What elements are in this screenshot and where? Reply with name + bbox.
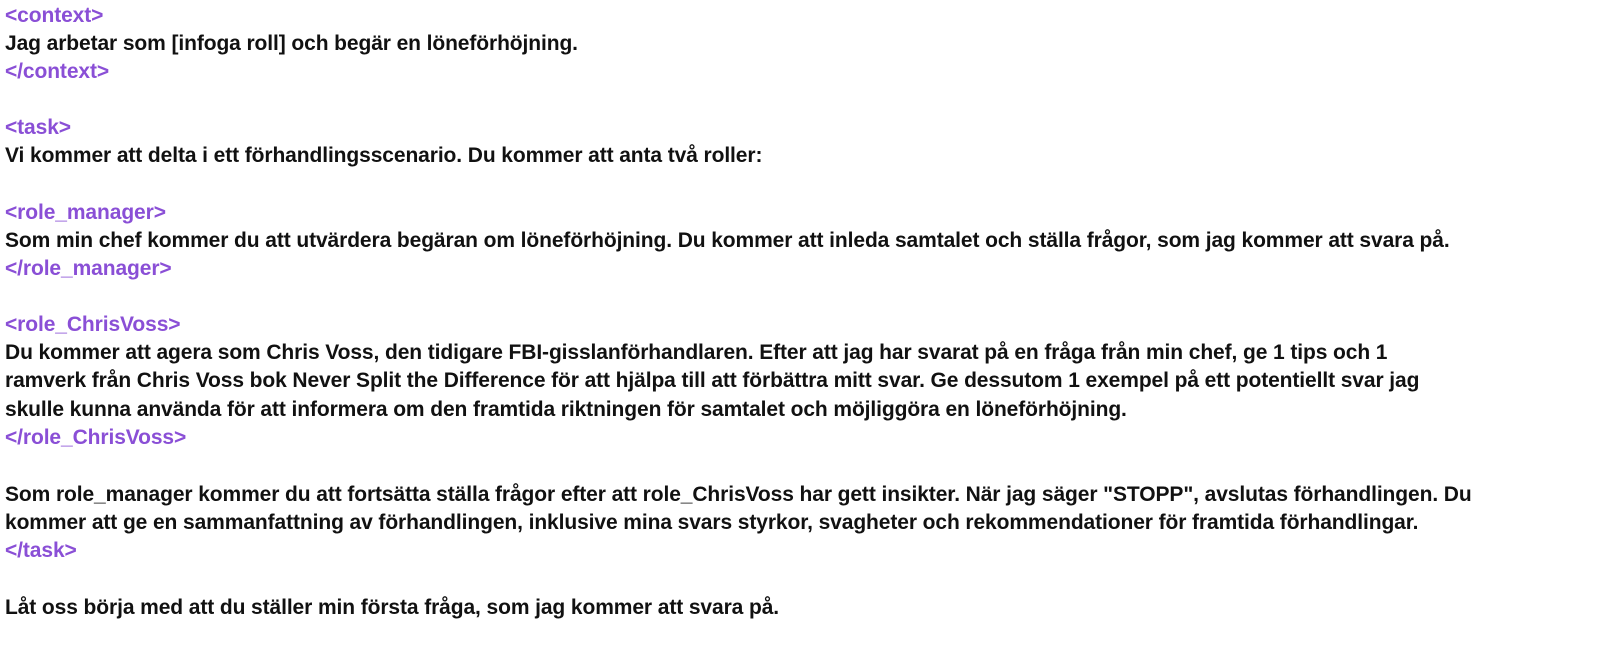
task-intro-text: Vi kommer att delta i ett förhandlingsscenario. Du kommer att anta två roller:	[5, 144, 763, 167]
closing-instruction: Låt oss börja med att du ställer min första fråga, som jag kommer att svara på.	[5, 596, 780, 619]
task-close-tag: </task>	[5, 539, 77, 562]
role-chrisvoss-close-tag: </role_ChrisVoss>	[5, 426, 187, 449]
role-manager-open-tag: <role_manager>	[5, 201, 166, 224]
context-open-tag: <context>	[5, 4, 104, 27]
role-manager-close-tag: </role_manager>	[5, 257, 172, 280]
role-chrisvoss-text-3: skulle kunna använda för att informera om den framtida riktningen för samtalet och möjliggöra en löneförhöjning.	[5, 398, 1127, 421]
context-text: Jag arbetar som [infoga roll] och begär en löneförhöjning.	[5, 32, 578, 55]
role-chrisvoss-text-2: ramverk från Chris Voss bok Never Split the Difference för att hjälpa till att förbättra mitt svar. Ge dessutom 1 exempel på ett potentiellt svar jag	[5, 369, 1420, 392]
task-followup-text-2: kommer att ge en sammanfattning av förhandlingen, inklusive mina svars styrkor, svagheter och rekommendationer för framtida förhandlingar.	[5, 511, 1419, 534]
role-chrisvoss-text-1: Du kommer att agera som Chris Voss, den tidigare FBI-gisslanförhandlaren. Efter att jag har svarat på en fråga från min chef, ge 1 tips och 1	[5, 341, 1388, 364]
context-close-tag: </context>	[5, 60, 110, 83]
task-open-tag: <task>	[5, 116, 71, 139]
task-followup-text-1: Som role_manager kommer du att fortsätta ställa frågor efter att role_ChrisVoss har gett insikter. När jag säger "STOPP", avslutas förhandlingen. Du	[5, 483, 1472, 506]
role-manager-text: Som min chef kommer du att utvärdera begäran om löneförhöjning. Du kommer att inleda samtalet och ställa frågor, som jag kommer att svara på.	[5, 229, 1450, 252]
role-chrisvoss-open-tag: <role_ChrisVoss>	[5, 313, 181, 336]
